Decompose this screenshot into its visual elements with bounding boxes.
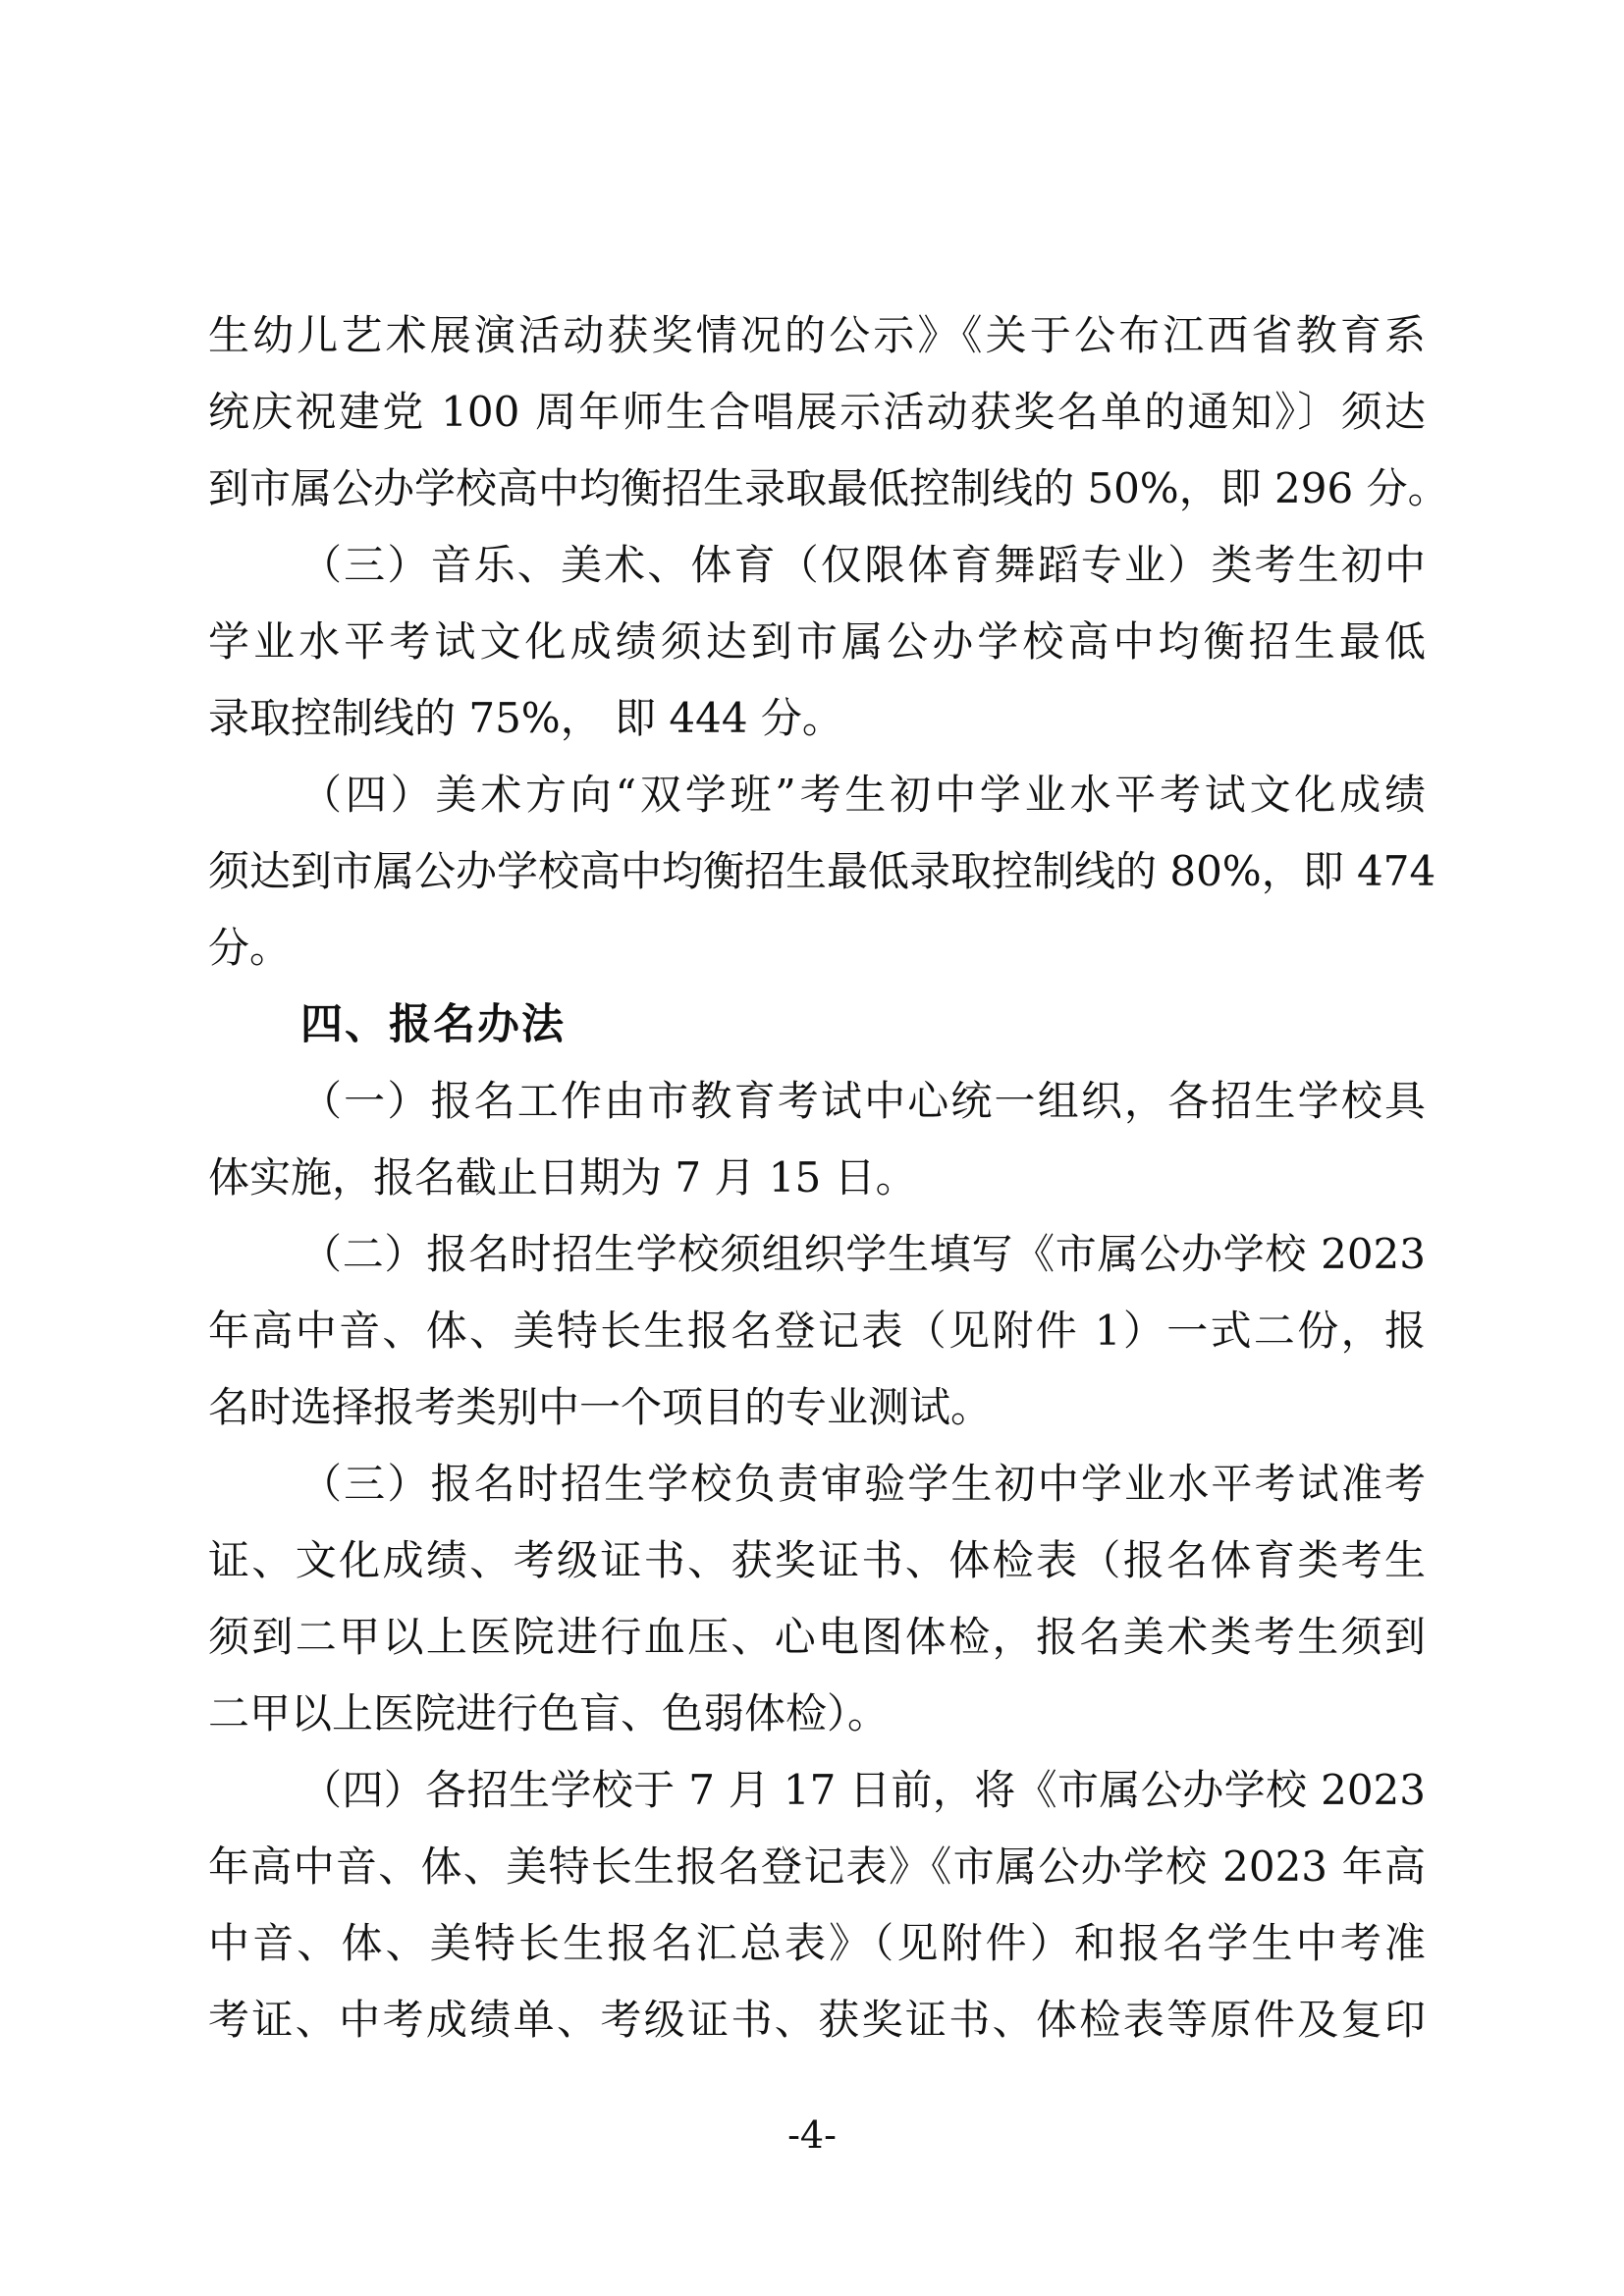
section-paragraph-4-line-4: 考证、中考成绩单、考级证书、获奖证书、体检表等原件及复印 — [208, 1996, 1426, 2044]
section-paragraph-4-line-1: （四）各招生学校于 7 月 17 日前，将《市属公办学校 2023 — [300, 1766, 1426, 1814]
section-paragraph-2-line-1: （二）报名时招生学校须组织学生填写《市属公办学校 2023 — [300, 1230, 1426, 1278]
paragraph-1-line-3: 到市属公办学校高中均衡招生录取最低控制线的 50%，即 296 分。 — [208, 464, 1449, 512]
paragraph-1-line-1: 生幼儿艺术展演活动获奖情况的公示》《关于公布江西省教育系 — [208, 311, 1426, 359]
paragraph-3-line-1: （四）美术方向“双学班”考生初中学业水平考试文化成绩 — [300, 771, 1426, 819]
section-paragraph-3-line-2: 证、文化成绩、考级证书、获奖证书、体检表（报名体育类考生 — [208, 1536, 1426, 1584]
paragraph-3-line-3: 分。 — [208, 924, 292, 972]
section-heading: 四、报名办法 — [300, 1000, 566, 1049]
paragraph-3-line-2: 须达到市属公办学校高中均衡招生最低录取控制线的 80%，即 474 — [208, 847, 1436, 895]
paragraph-2-line-2: 学业水平考试文化成绩须达到市属公办学校高中均衡招生最低 — [208, 617, 1426, 666]
section-paragraph-1-line-1: （一）报名工作由市教育考试中心统一组织，各招生学校具 — [300, 1077, 1426, 1125]
paragraph-2-line-1: （三）音乐、美术、体育（仅限体育舞蹈专业）类考生初中 — [300, 541, 1426, 589]
section-paragraph-3-line-4: 二甲以上医院进行色盲、色弱体检）。 — [208, 1689, 890, 1737]
section-paragraph-4-line-3: 中音、体、美特长生报名汇总表》（见附件）和报名学生中考准 — [208, 1919, 1426, 1967]
section-paragraph-3-line-3: 须到二甲以上医院进行血压、心电图体检，报名美术类考生须到 — [208, 1613, 1426, 1661]
section-paragraph-2-line-2: 年高中音、体、美特长生报名登记表（见附件 1）一式二份，报 — [208, 1307, 1426, 1355]
section-paragraph-3-line-1: （三）报名时招生学校负责审验学生初中学业水平考试准考 — [300, 1460, 1426, 1508]
section-paragraph-2-line-3: 名时选择报考类别中一个项目的专业测试。 — [208, 1383, 993, 1431]
section-paragraph-1-line-2: 体实施，报名截止日期为 7 月 15 日。 — [208, 1153, 917, 1201]
paragraph-1-line-2: 统庆祝建党 100 周年师生合唱展示活动获奖名单的通知》〕须达 — [208, 388, 1426, 436]
paragraph-2-line-3: 录取控制线的 75%， 即 444 分。 — [208, 694, 843, 742]
section-paragraph-4-line-2: 年高中音、体、美特长生报名登记表》《市属公办学校 2023 年高 — [208, 1842, 1426, 1891]
page-number: -4- — [787, 2113, 837, 2157]
